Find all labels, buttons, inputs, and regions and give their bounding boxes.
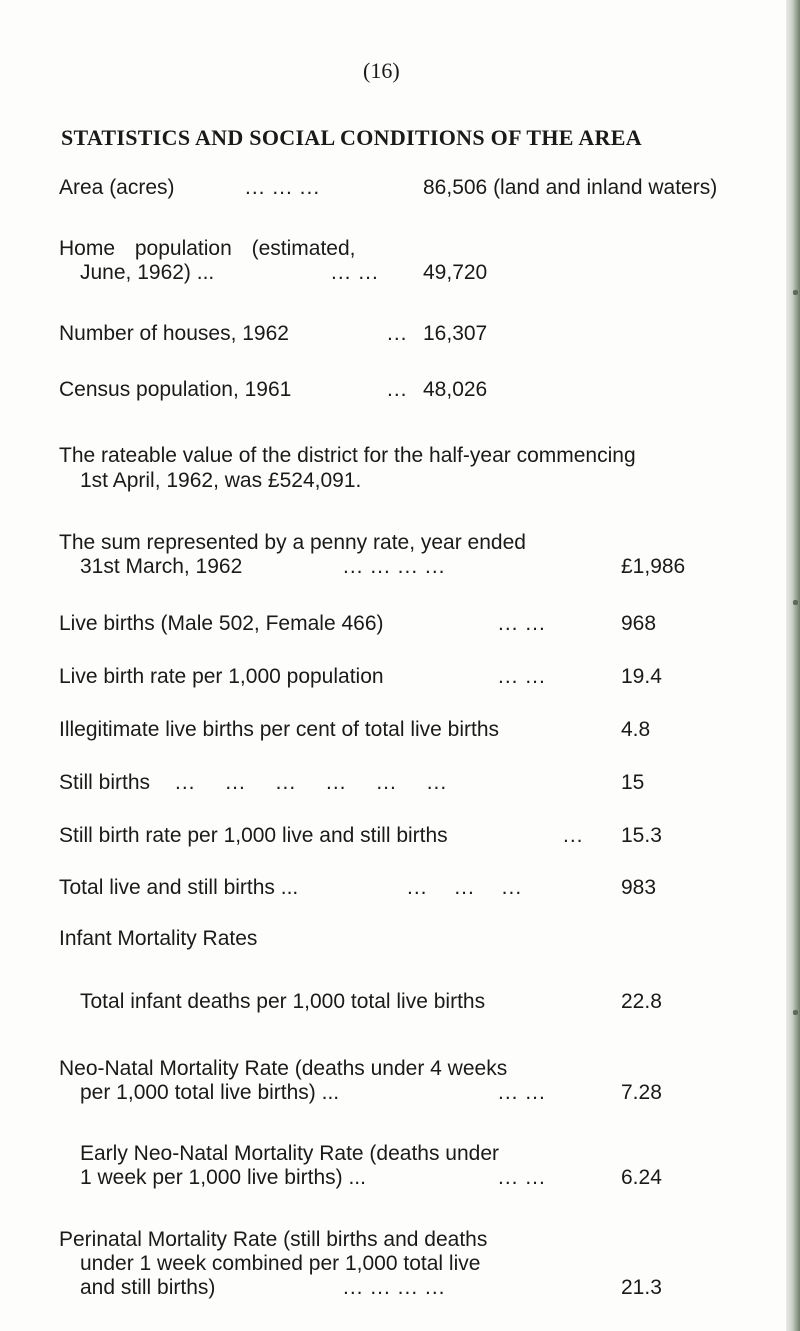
home-population-value: 49,720 xyxy=(423,261,488,284)
live-births-dots: ... ... xyxy=(498,612,546,635)
neo-natal-label-line2: per 1,000 total live births) ... xyxy=(80,1081,340,1104)
live-births-label: Live births (Male 502, Female 466) xyxy=(59,612,384,635)
area-label: Area (acres) xyxy=(59,176,175,199)
page-edge-mark xyxy=(793,290,798,295)
still-births-dots: ... ... ... ... ... ... xyxy=(175,771,448,794)
still-birth-rate-dots: ... xyxy=(563,824,584,847)
infant-mortality-label: Total infant deaths per 1,000 total live births xyxy=(80,990,486,1013)
rateable-value-line2: 1st April, 1962, was £524,091. xyxy=(80,469,362,492)
penny-rate-label-line2: 31st March, 1962 xyxy=(80,555,243,578)
census-value: 48,026 xyxy=(423,378,488,401)
live-birth-rate-label: Live birth rate per 1,000 population xyxy=(59,665,384,688)
still-births-label: Still births xyxy=(59,771,151,794)
page-number: (16) xyxy=(363,58,400,83)
penny-rate-label-line1: The sum represented by a penny rate, year ended xyxy=(59,531,526,554)
page-edge-mark xyxy=(793,600,798,605)
total-births-value: 983 xyxy=(621,876,657,899)
perinatal-dots: ... ... ... ... xyxy=(343,1276,446,1299)
penny-rate-dots: ... ... ... ... xyxy=(343,555,446,578)
perinatal-label-line1: Perinatal Mortality Rate (still births and deaths xyxy=(59,1228,488,1251)
home-population-dots: ... ... xyxy=(331,261,379,284)
infant-mortality-heading: Infant Mortality Rates xyxy=(59,927,258,950)
neo-natal-dots: ... ... xyxy=(498,1081,546,1104)
early-neo-natal-dots: ... ... xyxy=(498,1166,546,1189)
live-births-value: 968 xyxy=(621,612,657,635)
early-neo-natal-label-line2: 1 week per 1,000 live births) ... xyxy=(80,1166,366,1189)
perinatal-label-line3: and still births) xyxy=(80,1276,216,1299)
still-births-value: 15 xyxy=(621,771,645,794)
illegitimate-label: Illegitimate live births per cent of total live births xyxy=(59,718,500,741)
rateable-value-line1: The rateable value of the district for the half-year commencing xyxy=(59,444,636,467)
page-edge-mark xyxy=(793,1010,798,1015)
census-label: Census population, 1961 xyxy=(59,378,292,401)
houses-dots: ... xyxy=(387,322,408,345)
area-value: 86,506 (land and inland waters) xyxy=(423,176,718,199)
still-birth-rate-label: Still birth rate per 1,000 live and still births xyxy=(59,824,448,847)
perinatal-value: 21.3 xyxy=(621,1276,662,1299)
neo-natal-label-line1: Neo-Natal Mortality Rate (deaths under 4 weeks xyxy=(59,1057,508,1080)
early-neo-natal-label-line1: Early Neo-Natal Mortality Rate (deaths under xyxy=(80,1142,500,1165)
neo-natal-value: 7.28 xyxy=(621,1081,662,1104)
early-neo-natal-value: 6.24 xyxy=(621,1166,662,1189)
page-edge-shadow xyxy=(786,0,800,1331)
census-dots: ... xyxy=(387,378,408,401)
total-births-dots: ... ... ... xyxy=(407,876,523,899)
area-dots: ... ... ... xyxy=(245,176,321,199)
total-births-label: Total live and still births ... xyxy=(59,876,299,899)
home-population-label-line2: June, 1962) ... xyxy=(80,261,215,284)
home-population-label-line1: Home population (estimated, xyxy=(59,237,356,260)
perinatal-label-line2: under 1 week combined per 1,000 total live xyxy=(80,1252,481,1275)
illegitimate-value: 4.8 xyxy=(621,718,651,741)
live-birth-rate-dots: ... ... xyxy=(498,665,546,688)
page-heading: STATISTICS AND SOCIAL CONDITIONS OF THE AREA xyxy=(61,125,642,150)
houses-value: 16,307 xyxy=(423,322,488,345)
live-birth-rate-value: 19.4 xyxy=(621,665,662,688)
houses-label: Number of houses, 1962 xyxy=(59,322,289,345)
still-birth-rate-value: 15.3 xyxy=(621,824,662,847)
penny-rate-value: £1,986 xyxy=(621,555,686,578)
infant-mortality-value: 22.8 xyxy=(621,990,662,1013)
